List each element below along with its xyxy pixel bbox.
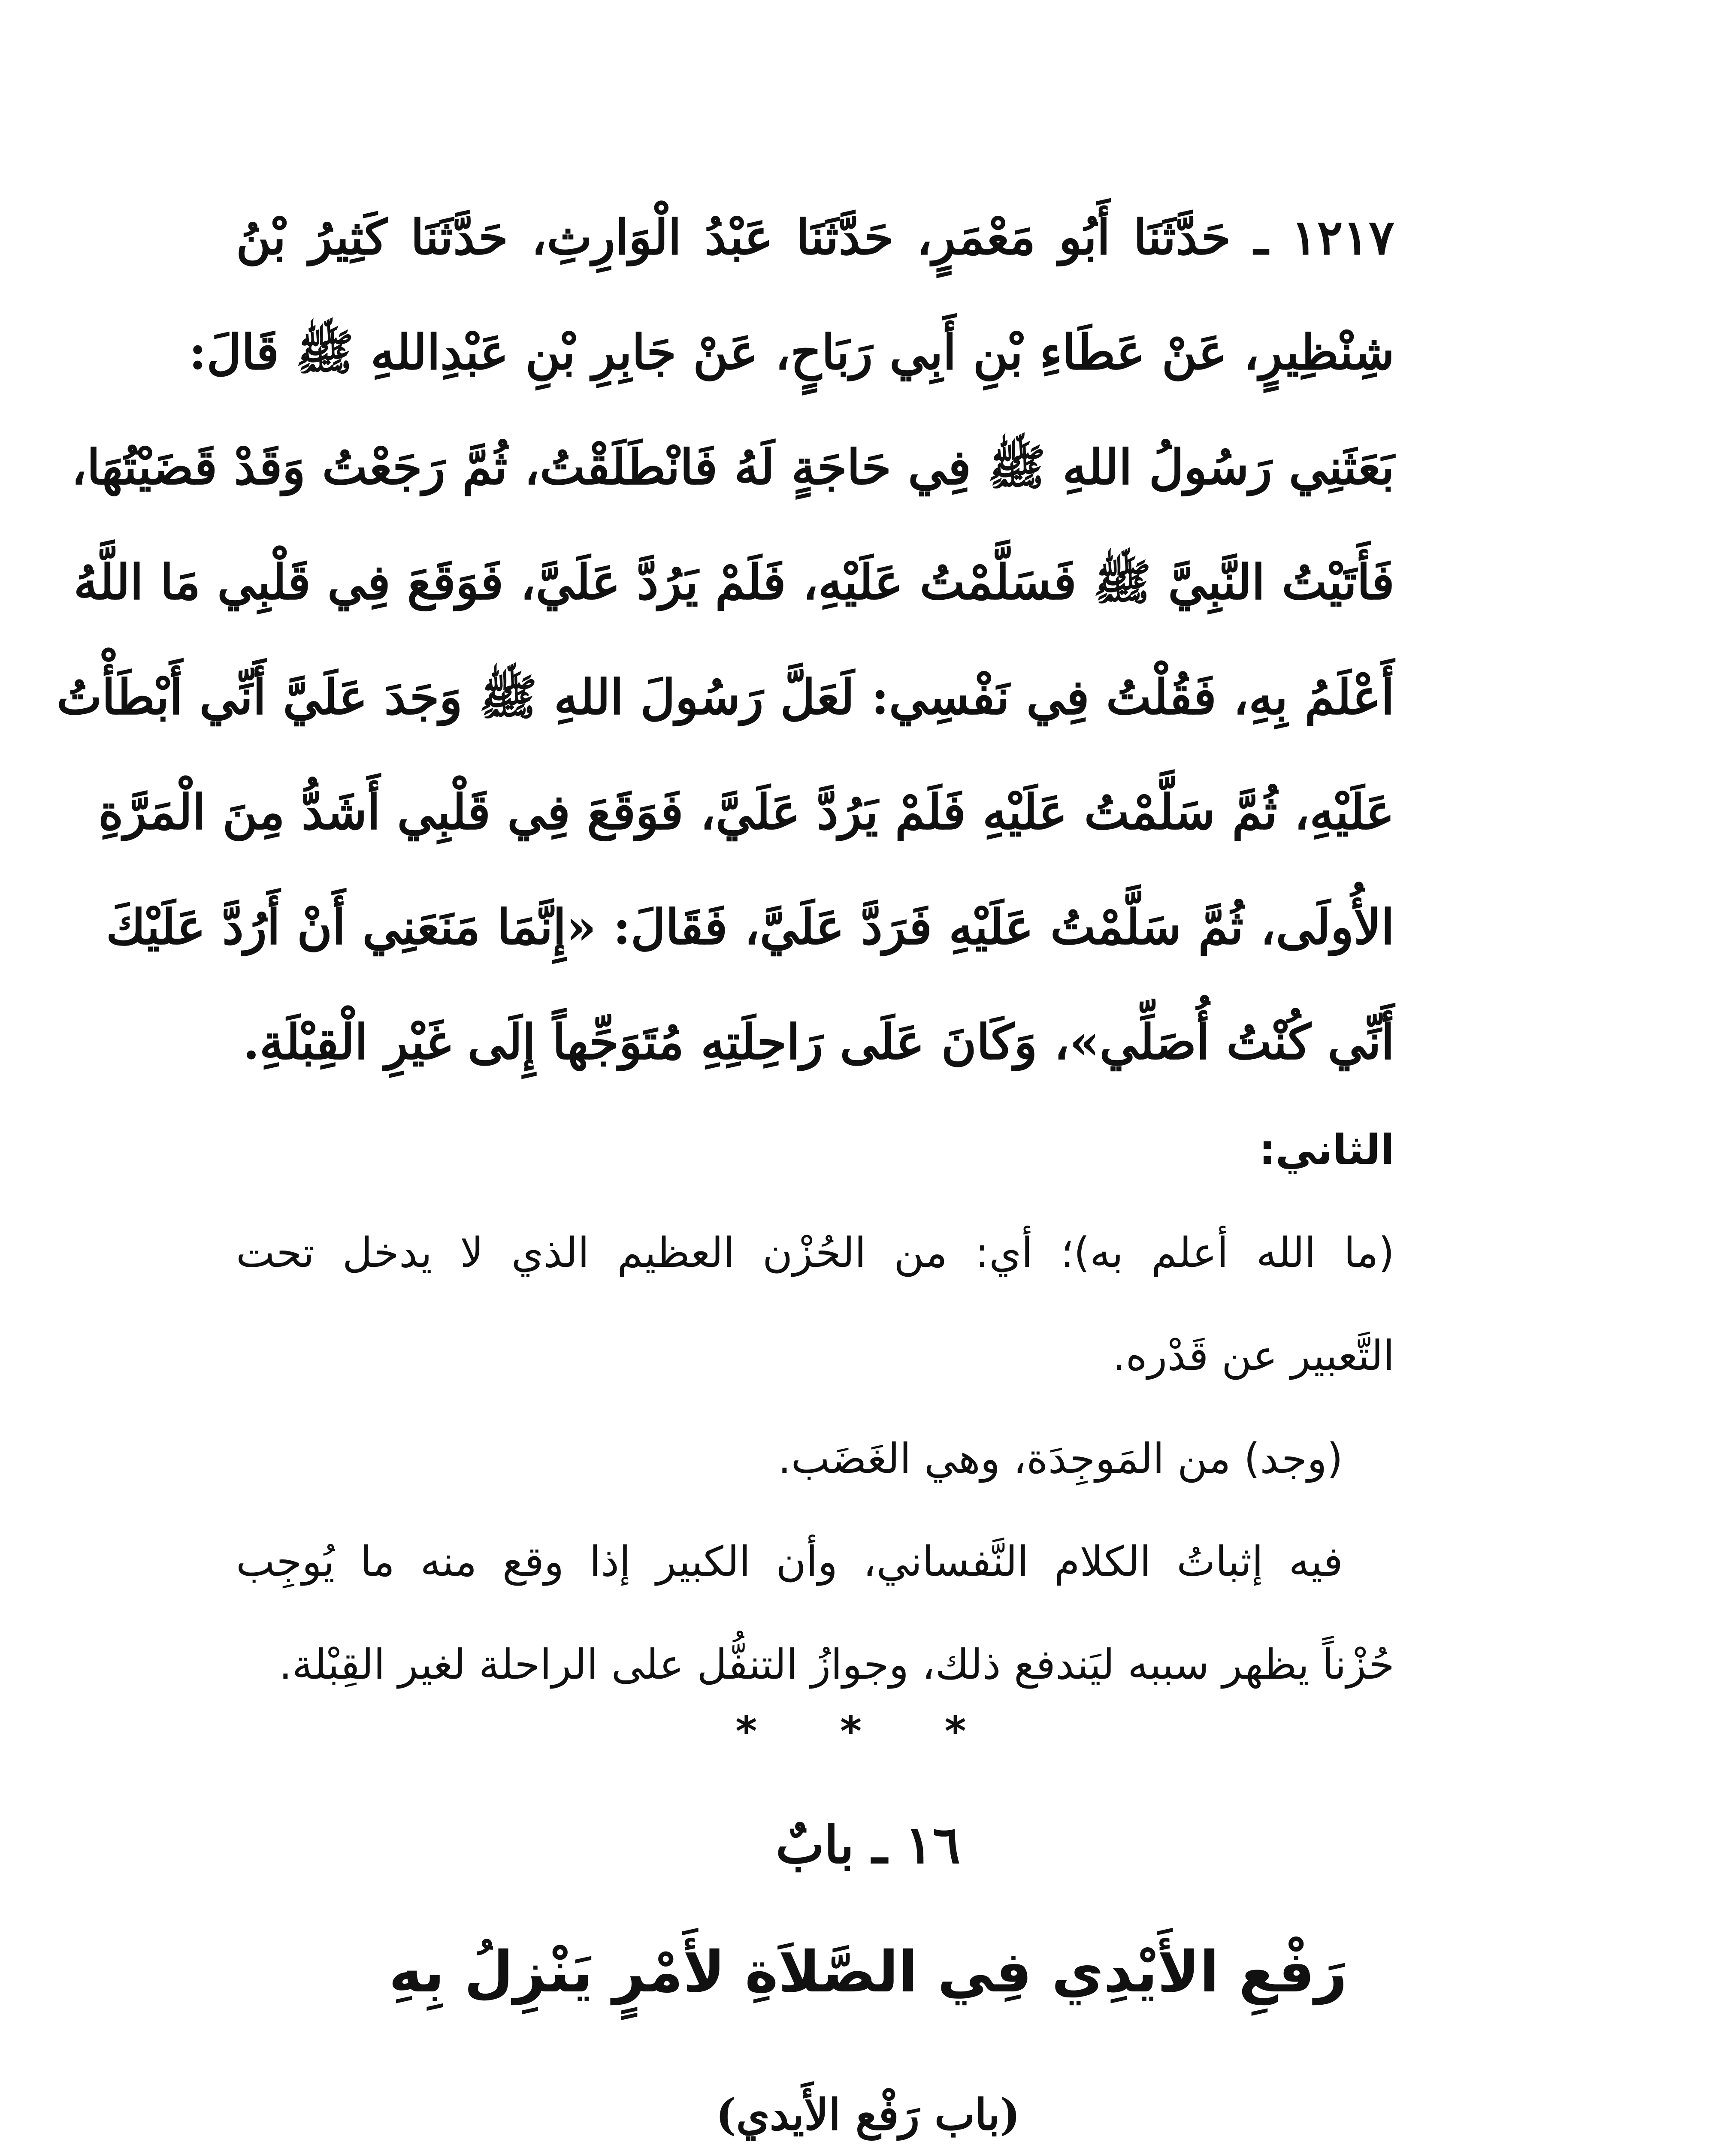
chapter-subtitle: (باب رَفْع الأَيدي)	[716, 2089, 1020, 2140]
commentary	[236, 1098, 1394, 1716]
hadith-1217-line-2: شِنْظِيرٍ، عَنْ عَطَاءِ بْنِ أَبِي رَبَاحٍ، عَنْ جَابِرِ بْنِ عَبْدِاللهِ ﷺ قَالَ:	[189, 324, 1394, 381]
hadith-1217	[57, 180, 1394, 1100]
commentary-line-5: حُزْناً يظهر سببه ليَندفع ذلك، وجوازُ التنفُّل على الراحلة لغير القِبْلة.	[279, 1640, 1394, 1689]
section-separator: * * *	[735, 1707, 1001, 1755]
chapter-title: رَفْعِ الأَيْدِي فِي الصَّلاَةِ لأَمْرٍ يَنْزِلُ بِهِ	[389, 1939, 1347, 2005]
commentary-heading: الثاني:	[1259, 1126, 1394, 1174]
hadith-1217-line-3: بَعَثَنِي رَسُولُ اللهِ ﷺ فِي حَاجَةٍ لَهُ فَانْطَلَقْتُ، ثُمَّ رَجَعْتُ وَقَدْ قَضَيْتُهَا،	[71, 439, 1394, 495]
commentary-line-1: (ما الله أعلم به)؛ أي: من الحُزْن العظيم الذي لا يدخل تحت	[236, 1229, 1394, 1277]
commentary-line-3: (وجد) من المَوجِدَة، وهي الغَضَب.	[778, 1435, 1343, 1483]
chapter-number: ١٦ ـ بابٌ	[775, 1815, 961, 1875]
hadith-1217-line-4: فَأَتَيْتُ النَّبِيَّ ﷺ فَسَلَّمْتُ عَلَيْهِ، فَلَمْ يَرُدَّ عَلَيَّ، فَوَقَعَ فِي قَلْبِي مَا اللَّهُ	[73, 554, 1394, 610]
commentary-line-4: فيه إثباتُ الكلام النَّفساني، وأن الكبير إذا وقع منه ما يُوجِب	[236, 1538, 1343, 1586]
hadith-1217-line-6: عَلَيْهِ، ثُمَّ سَلَّمْتُ عَلَيْهِ فَلَمْ يَرُدَّ عَلَيَّ، فَوَقَعَ فِي قَلْبِي أَشَدُّ مِنَ الْمَرَّةِ	[98, 784, 1394, 840]
hadith-1217-line-8: أَنِّي كُنْتُ أُصَلِّي»، وَكَانَ عَلَى رَاحِلَتِهِ مُتَوَجِّهاً إِلَى غَيْرِ الْقِبْلَةِ.	[242, 1014, 1394, 1070]
hadith-1217-line-7: الأُولَى، ثُمَّ سَلَّمْتُ عَلَيْهِ فَرَدَّ عَلَيَّ، فَقَالَ: «إِنَّمَا مَنَعَنِي أَنْ أَرُدَّ عَلَيْكَ	[106, 899, 1394, 955]
commentary-line-2: التَّعبير عن قَدْره.	[1113, 1332, 1394, 1380]
hadith-1217-line-5: أَعْلَمُ بِهِ، فَقُلْتُ فِي نَفْسِي: لَعَلَّ رَسُولَ اللهِ ﷺ وَجَدَ عَلَيَّ أَنِّي أَبْطَأْتُ	[57, 669, 1394, 725]
hadith-1217-line-1: ١٢١٧ ـ حَدَّثَنَا أَبُو مَعْمَرٍ، حَدَّثَنَا عَبْدُ الْوَارِثِ، حَدَّثَنَا كَثِيرُ بْنُ	[236, 209, 1394, 266]
